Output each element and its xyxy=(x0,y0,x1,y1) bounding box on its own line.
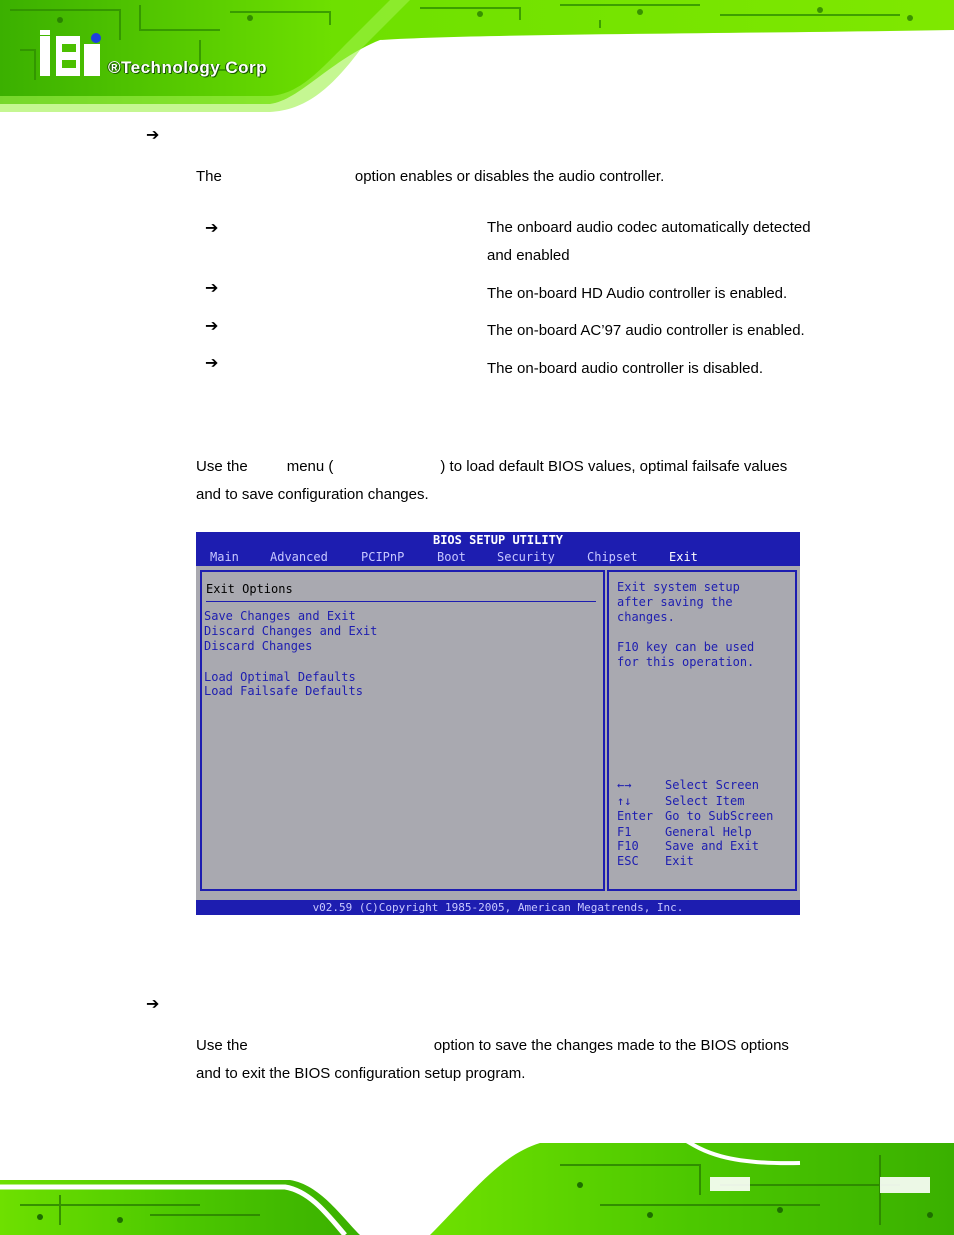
exit-intro-b: menu ( xyxy=(286,458,334,475)
bios-key-desc: Select Item xyxy=(665,794,745,808)
bios-key-esc: ESC xyxy=(617,854,639,868)
option-ac97-desc: The on-board AC’97 audio controller is enabled. xyxy=(487,322,805,339)
audio-intro-post: option enables or disables the audio controller. xyxy=(354,168,665,185)
bios-menu-main[interactable]: Main xyxy=(210,550,239,564)
exit-intro-line2: and to save configuration changes. xyxy=(196,486,429,503)
bios-key-desc: General Help xyxy=(665,825,752,839)
bios-key-desc: Exit xyxy=(665,854,694,868)
option-disabled-desc: The on-board audio controller is disabled. xyxy=(487,360,763,377)
bios-key-desc: Go to SubScreen xyxy=(665,809,774,823)
option-auto-desc-line1: The onboard audio codec automatically detected xyxy=(487,219,811,236)
option-auto-desc xyxy=(487,214,811,270)
section-arrow-icon: ➔ xyxy=(146,994,160,1013)
bios-item-discard-changes[interactable]: Discard Changes xyxy=(204,639,313,653)
brand-name: ®Technology Corp xyxy=(108,58,268,77)
audio-intro xyxy=(196,163,664,191)
save-exit-a: Use the xyxy=(196,1037,248,1054)
bios-key-f10: F10 xyxy=(617,839,639,853)
exit-intro xyxy=(196,453,787,509)
audio-intro-pre: The xyxy=(196,168,222,185)
bios-menu-pcipnp[interactable]: PCIPnP xyxy=(361,550,405,564)
bios-help-line: for this operation. xyxy=(617,655,755,669)
bios-help-line: after saving the xyxy=(617,595,733,609)
option-auto-desc-line2: and enabled xyxy=(487,247,570,264)
bios-status-bar: v02.59 (C)Copyright 1985-2005, American Megatrends, Inc. xyxy=(196,900,800,915)
bios-menu-security[interactable]: Security xyxy=(497,550,555,564)
bios-key-desc: Select Screen xyxy=(665,778,759,792)
bios-screenshot xyxy=(196,532,800,915)
bios-menu-chipset[interactable]: Chipset xyxy=(587,550,638,564)
option-hd-desc: The on-board HD Audio controller is enabled. xyxy=(487,285,788,302)
save-exit-line2: and to exit the BIOS configuration setup program. xyxy=(196,1065,526,1082)
bios-item-load-failsafe[interactable]: Load Failsafe Defaults xyxy=(204,684,363,698)
bios-menu-advanced[interactable]: Advanced xyxy=(270,550,328,564)
bios-key-arrows-ud: ↑↓ xyxy=(617,794,632,808)
bios-key-f1: F1 xyxy=(617,825,632,839)
option-arrow-icon: ➔ xyxy=(205,316,219,335)
bios-help-line: F10 key can be used xyxy=(617,640,755,654)
bios-menu-exit[interactable]: Exit xyxy=(669,550,698,564)
exit-intro-c: ) to load default BIOS values, optimal failsafe values xyxy=(440,458,788,475)
bios-key-desc: Save and Exit xyxy=(665,839,759,853)
bios-menubar xyxy=(196,549,800,566)
circuit-board-banner xyxy=(0,0,954,112)
bios-item-save-changes-exit[interactable]: Save Changes and Exit xyxy=(204,609,356,623)
bios-item-discard-changes-exit[interactable]: Discard Changes and Exit xyxy=(204,624,378,638)
bios-key-arrows-lr: ←→ xyxy=(617,778,632,792)
save-exit-intro xyxy=(196,1032,789,1088)
option-arrow-icon: ➔ xyxy=(205,278,219,297)
option-arrow-icon: ➔ xyxy=(205,218,219,237)
bios-item-load-optimal[interactable]: Load Optimal Defaults xyxy=(204,670,356,684)
bios-help-line: changes. xyxy=(617,610,675,624)
bios-heading: Exit Options xyxy=(206,582,293,596)
save-exit-b: option to save the changes made to the BIOS options xyxy=(433,1037,789,1054)
page-footer-banner xyxy=(0,1125,954,1235)
bios-key-enter: Enter xyxy=(617,809,654,823)
bios-menu-boot[interactable]: Boot xyxy=(437,550,466,564)
bios-heading-rule xyxy=(206,601,596,602)
option-arrow-icon: ➔ xyxy=(205,353,219,372)
page-header-banner xyxy=(0,0,954,112)
bios-title: BIOS SETUP UTILITY xyxy=(196,532,800,549)
section-arrow-icon: ➔ xyxy=(146,125,160,144)
bios-help-line: Exit system setup xyxy=(617,580,740,594)
circuit-board-footer xyxy=(0,1125,954,1235)
exit-intro-a: Use the xyxy=(196,458,248,475)
